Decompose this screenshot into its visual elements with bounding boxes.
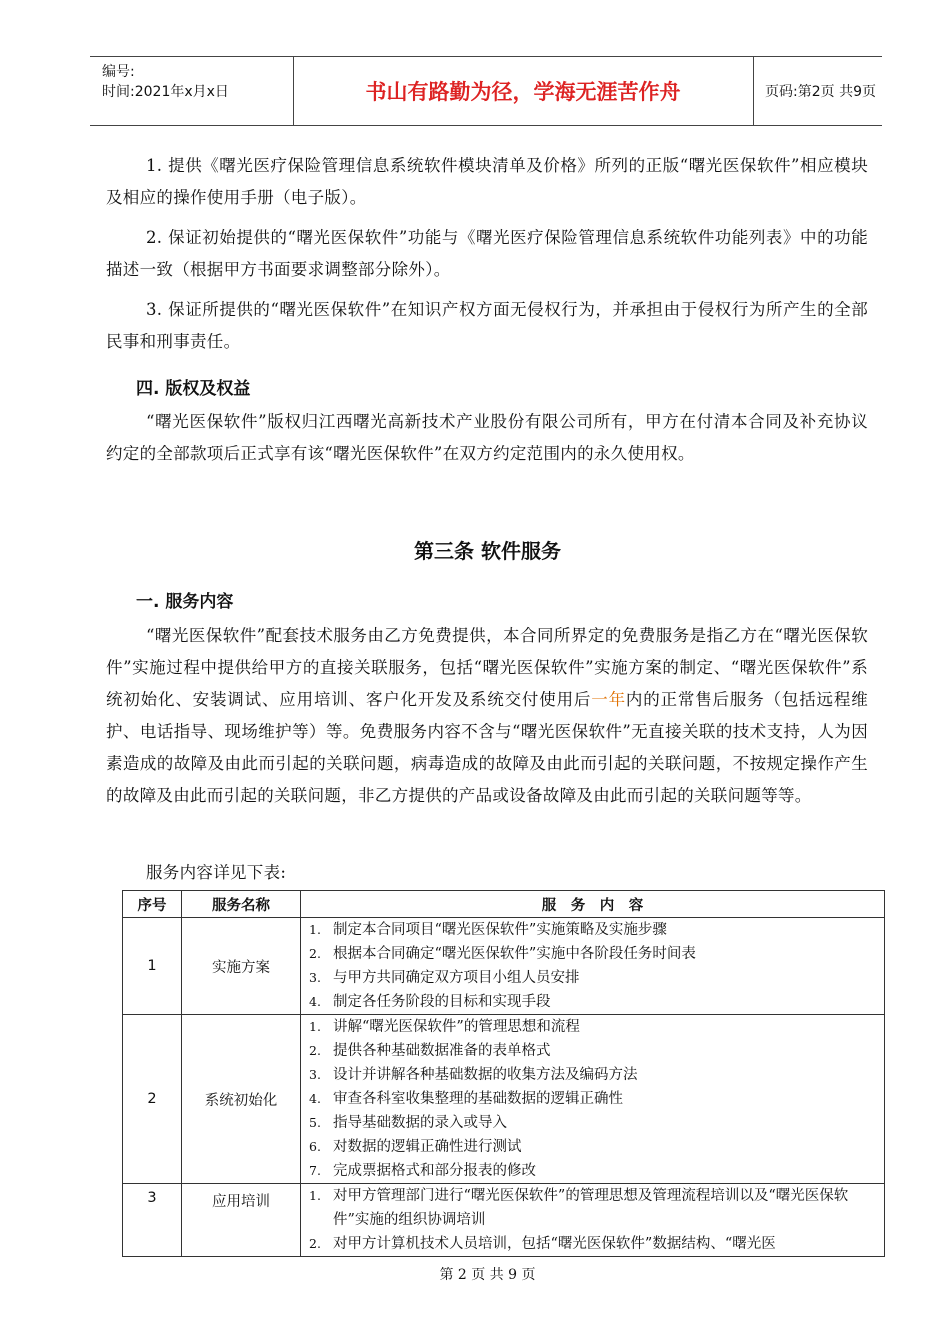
row-name: 应用培训 bbox=[182, 1184, 301, 1257]
list-item: 2. 根据本合同确定“曙光医保软件”实施中各阶段任务时间表 bbox=[309, 946, 696, 962]
list-item: 4. 制定各任务阶段的目标和实现手段 bbox=[309, 994, 551, 1010]
header-meta bbox=[90, 57, 294, 125]
list-item: 2. 对甲方计算机技术人员培训，包括“曙光医保软件”数据结构、“曙光医 bbox=[309, 1236, 776, 1252]
list-item: 1. 对甲方管理部门进行“曙光医保软件”的管理思想及管理流程培训以及“曙光医保软件”实施的组织协调培训 bbox=[309, 1188, 849, 1228]
table-row bbox=[123, 918, 885, 1015]
service-table bbox=[122, 890, 885, 1257]
section-item-3: 3. 保证所提供的“曙光医保软件”在知识产权方面无侵权行为，并承担由于侵权行为所产生的全部民事和刑事责任。 bbox=[106, 300, 868, 351]
list-item: 4. 审查各科室收集整理的基础数据的逻辑正确性 bbox=[309, 1091, 623, 1107]
table-intro: 服务内容详见下表: bbox=[146, 863, 287, 882]
list-item: 6. 对数据的逻辑正确性进行测试 bbox=[309, 1139, 522, 1155]
copyright-heading: 四. 版权及权益 bbox=[136, 379, 251, 399]
section-item-1: 1. 提供《曙光医疗保险管理信息系统软件模块清单及价格》所列的正版“曙光医保软件”相应模块及相应的操作使用手册（电子版）。 bbox=[106, 156, 868, 207]
list-item: 3. 设计并讲解各种基础数据的收集方法及编码方法 bbox=[309, 1067, 638, 1083]
list-item: 2. 提供各种基础数据准备的表单格式 bbox=[309, 1043, 551, 1059]
list-item: 5. 指导基础数据的录入或导入 bbox=[309, 1115, 507, 1131]
header-content: 服 务 内 容 bbox=[301, 891, 885, 918]
row-name: 实施方案 bbox=[182, 918, 301, 1015]
service-text-before: “曙光医保软件”配套技术服务由乙方免费提供，本合同所界定的免费服务是指乙方在“曙光医保软件”实施过程中提供给甲方的直接关联服务，包括“曙光医保软件”实施方案的制定、“曙光医保软件”系统初始化、安装调试、应用培训、客户化开发及系统交付使用后 bbox=[106, 626, 868, 709]
number-label: 编号: bbox=[102, 64, 135, 80]
row-content bbox=[301, 918, 885, 1015]
time-label: 时间:2021年x月x日 bbox=[102, 84, 229, 100]
chapter-title: 第三条 软件服务 bbox=[414, 539, 561, 563]
service-heading: 一. 服务内容 bbox=[136, 592, 234, 612]
table-header-row bbox=[123, 891, 885, 918]
list-item: 7. 完成票据格式和部分报表的修改 bbox=[309, 1163, 536, 1179]
copyright-text: “曙光医保软件”版权归江西曙光高新技术产业股份有限公司所有，甲方在付清本合同及补充协议约定的全部款项后正式享有该“曙光医保软件”在双方约定范围内的永久使用权。 bbox=[106, 412, 868, 463]
service-text-after: 内的正常售后服务（包括远程维护、电话指导、现场维护等）等。免费服务内容不含与“曙光医保软件”无直接关联的技术支持，人为因素造成的故障及由此而引起的关联问题，病毒造成的故障及由此而引起的关联问题，不按规定操作产生的故障及由此而引起的关联问题，非乙方提供的产品或设备故障及由此而引起的关联问题等等。 bbox=[106, 690, 868, 805]
service-highlight: 一年 bbox=[591, 690, 626, 709]
service-text bbox=[106, 620, 868, 812]
list-item: 1. 制定本合同项目“曙光医保软件”实施策略及实施步骤 bbox=[309, 922, 667, 938]
row-content bbox=[301, 1184, 885, 1257]
row-no: 2 bbox=[123, 1015, 182, 1184]
header-name: 服务名称 bbox=[182, 891, 301, 918]
header-motto: 书山有路勤为径，学海无涯苦作舟 bbox=[293, 57, 754, 125]
page-header bbox=[90, 56, 882, 126]
row-name: 系统初始化 bbox=[182, 1015, 301, 1184]
header-page-label: 页码:第2页 共9页 bbox=[765, 84, 876, 100]
row-content bbox=[301, 1015, 885, 1184]
section-item-2: 2. 保证初始提供的“曙光医保软件”功能与《曙光医疗保险管理信息系统软件功能列表》中的功能描述一致（根据甲方书面要求调整部分除外）。 bbox=[106, 228, 868, 279]
header-no: 序号 bbox=[123, 891, 182, 918]
page-footer: 第 2 页 共 9 页 bbox=[439, 1267, 536, 1283]
row-no: 1 bbox=[123, 918, 182, 1015]
table-row bbox=[123, 1184, 885, 1257]
table-row bbox=[123, 1015, 885, 1184]
list-item: 1. 讲解“曙光医保软件”的管理思想和流程 bbox=[309, 1019, 580, 1035]
list-item: 3. 与甲方共同确定双方项目小组人员安排 bbox=[309, 970, 580, 986]
row-no: 3 bbox=[123, 1184, 182, 1257]
